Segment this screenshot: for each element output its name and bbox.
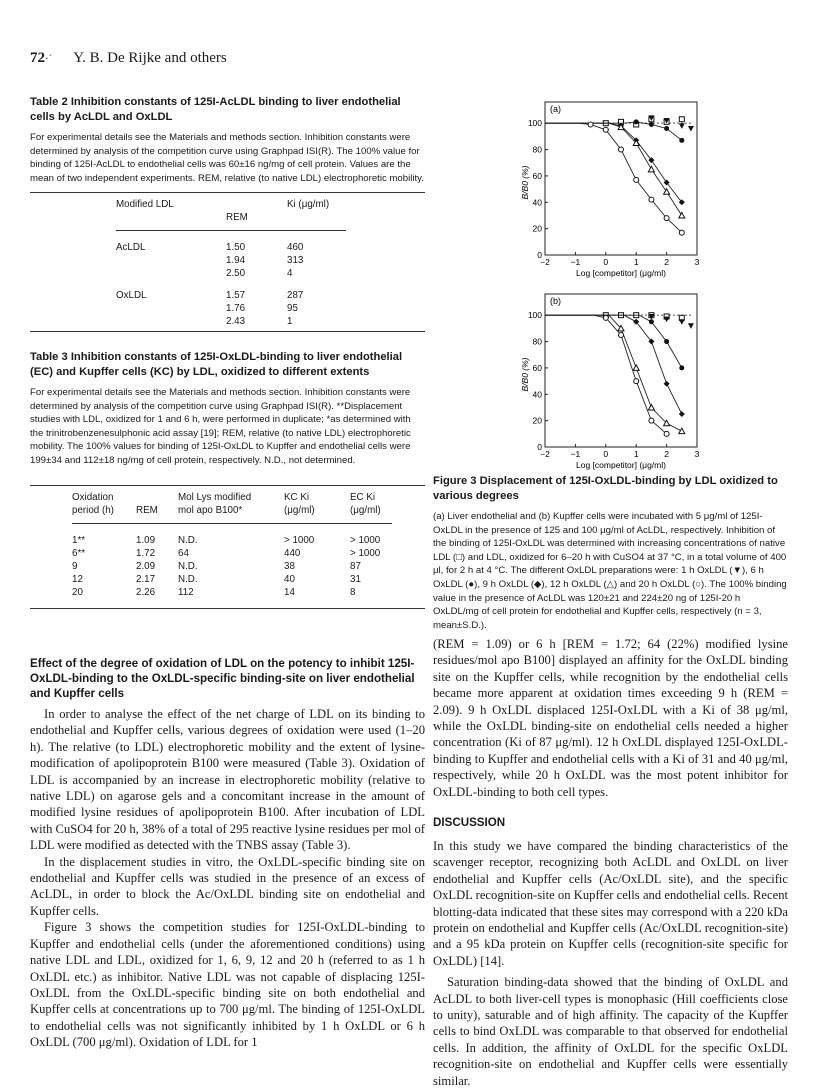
figure3-panel-b bbox=[520, 282, 720, 482]
figure3-note: (a) Liver endothelial and (b) Kupffer cells were incubated with 5 μg/ml of 125I-OxLDL in the presence of 125 and 100 μg/ml of AcLDL, respectively. Inhibition of the binding of 125I-OxLDL was determined with increasing concentrations of native LDL (□) and LDL, oxidized for 6–20 h with CuSO4 at 37 °C, in a total volume of 400 μl, for 2 h at 4 °C. The different OxLDL preparations were: 1 h OxLDL (▼), 6 h OxLDL (●), 9 h OxLDL (◆), 12 h OxLDL (△) and 20 h OxLDL (○). The 100% binding value in the presence of AcLDL was 120±21 and 224±20 ng of 125I-20 h OxLDL/mg of cell protein for endothelial and Kupffer cells, respectively (n = 3, mean±S.D.). bbox=[433, 511, 787, 631]
data-point bbox=[649, 418, 654, 423]
data-point bbox=[664, 126, 669, 131]
table2-top-rule bbox=[30, 192, 425, 193]
data-point bbox=[679, 123, 685, 129]
page-header: 72·´ Y. B. De Rijke and others bbox=[30, 50, 227, 66]
figure3-panel-a bbox=[520, 90, 720, 290]
data-point bbox=[688, 323, 694, 329]
data-point bbox=[634, 379, 639, 384]
table3-header-rule bbox=[72, 523, 392, 524]
table-row: AcLDL 1.50 460 bbox=[116, 242, 304, 253]
x-axis-label: Log [competitor] (μg/ml) bbox=[576, 460, 666, 470]
table2-bottom-rule bbox=[30, 331, 425, 332]
data-point bbox=[649, 122, 654, 127]
table3-header-lys: Mol Lys modified mol apo B100* bbox=[178, 492, 252, 516]
x-tick-label: 0 bbox=[603, 257, 609, 267]
fit-curve bbox=[545, 315, 682, 368]
table-row: OxLDL 1.57 287 bbox=[116, 290, 304, 301]
x-tick-label: 2 bbox=[664, 449, 669, 459]
x-axis-label: Log [competitor] (μg/ml) bbox=[576, 268, 666, 278]
x-tick-label: 1 bbox=[633, 449, 639, 459]
data-point bbox=[648, 404, 654, 410]
x-tick-label: −2 bbox=[540, 449, 550, 459]
data-point bbox=[679, 319, 685, 325]
table-row: 1** 1.09 N.D. > 1000 > 1000 bbox=[72, 535, 381, 546]
data-point bbox=[648, 166, 654, 172]
data-point bbox=[649, 197, 654, 202]
table3-header-rem: REM bbox=[136, 505, 158, 516]
running-authors: Y. B. De Rijke and others bbox=[73, 50, 227, 66]
paragraph: Saturation binding-data showed that the binding of OxLDL and AcLDL to both liver-cell types is monophasic (Hill coefficients close to unity), saturable and of high affinity. The capacity of the Kupffer cells to bind OxLDL was comparable to that observed for endothelial cells. In addition, the affinity of OxLDL for the specific OxLDL recognition-site on endothelial and Kupffer cells were essentially similar. bbox=[433, 975, 788, 1088]
y-tick-label: 80 bbox=[532, 144, 542, 155]
fit-curve bbox=[545, 123, 682, 215]
table2-header-rem: REM bbox=[226, 212, 248, 223]
paragraph: In the displacement studies in vitro, the OxLDL-specific binding site on endothelial and Kupffer cells was studied in the presence of an excess of AcLDL, in order to block the Ac/OxLDL binding site on endothelial and Kupffer cells. bbox=[30, 854, 425, 918]
y-axis-label: B/B0 (%) bbox=[520, 165, 530, 200]
data-point bbox=[634, 177, 639, 182]
paragraph: In order to analyse the effect of the net charge of LDL on its binding to endothelial and Kupffer cells, various degrees of oxidation were used (1–20 h). The relative (to LDL) electrophoretic mobility and the extent of lysine-modification of apolipoprotein B100 were measured (Table 3). Oxidation of LDL is accompanied by an increase in electrophoretic mobility (relative to native LDL) on agarose gels and a concomitant increase in the amount of modified lysine residues of apolipoprotein B100. After incubation of LDL with CuSO4 for 20 h, 38% of a total of 295 reactive lysine residues per mol of LDL were modified as detected with the TNBS assay (Table 3). bbox=[30, 707, 425, 853]
table2-body bbox=[116, 242, 303, 329]
data-point bbox=[679, 138, 684, 143]
y-tick-label: 40 bbox=[532, 389, 542, 400]
paragraph: In this study we have compared the binding characteristics of the scavenger receptor, recognizing both AcLDL and OxLDL on liver endothelial and Kupffer cells (Ac/OxLDL site), and the specific OxLDL recognition-site on Kupffer cells and endothelial cells. Recent blotting-data indicated that these sites may correspond with a 220 kDa protein on endothelial and Kupffer cells (Ac/OxLDL recognition-site) and a 95 kDa protein on Kupffer cells (recognition-site specific for OxLDL) [14]. bbox=[433, 839, 788, 968]
data-point bbox=[679, 212, 685, 218]
paragraph: Figure 3 shows the competition studies for 125I-OxLDL-binding to Kupffer and endothelial cells (under the aforementioned conditions) using native LDL and LDL, oxidized for 1, 6, 9, 12 and 20 h (referred to as 1 h OxLDL etc.) as inhibitor. Native LDL was not capable of displacing 125I-OxLDL from the OxLDL-specific binding site on both endothelial and Kupffer cells at concentrations up to 700 μg/ml. The binding of 125I-OxLDL to endothelial cells was not significantly inhibited by 1 h OxLDL or 6 h OxLDL (700 μg/ml). Oxidation of LDL for 1 bbox=[30, 920, 425, 1050]
data-point bbox=[679, 428, 685, 434]
fit-curve bbox=[545, 315, 682, 414]
y-tick-label: 0 bbox=[537, 250, 542, 260]
table2-note: For experimental details see the Materials and methods section. Inhibition constants were determined by analysis of the competition curve using Graphpad ISI(R). The 100% value for binding of 125I-AcLDL to endothelial cells was 60±16 ng/mg of cell protein. Values are the mean of two independent experiments. REM, relative (to native LDL) electrophoretic mobility. bbox=[30, 132, 424, 184]
y-axis-label: B/B0 (%) bbox=[520, 357, 530, 392]
y-tick-label: 60 bbox=[532, 362, 542, 373]
table-row: 20 2.26 112 14 8 bbox=[72, 587, 356, 598]
panel-label: (a) bbox=[550, 104, 561, 114]
table2-caption: Table 2 Inhibition constants of 125I-AcLDL binding to liver endothelial cells by AcLDL and OxLDL bbox=[30, 96, 401, 123]
table3-note: For experimental details see the Materials and methods section. Inhibition constants were determined by analysis of the competition curve using Graphpad ISI(R). **Displacement studies with LDL, oxidized for 1 and 6 h, were performed in duplicate; *as determined with the trinitrobenzenesulphonic acid assay [19]; REM, relative (to native LDL) electrophoretic mobility. The 100% values for binding of 125I-OxLDL to Kupffer and endothelial cells were 199±34 and 112±18 ng/mg of cell protein, respectively. N.D., not determined. bbox=[30, 387, 411, 466]
figure3-caption: Figure 3 Displacement of 125I-OxLDL-binding by LDL oxidized to various degrees bbox=[433, 475, 778, 502]
x-tick-label: −1 bbox=[570, 257, 581, 267]
table3-header-ec: EC Ki (μg/ml) bbox=[350, 492, 381, 516]
x-tick-label: 2 bbox=[664, 257, 669, 267]
table3-header-period: Oxidation period (h) bbox=[72, 492, 114, 516]
fit-curve bbox=[545, 123, 682, 202]
right-body-text bbox=[433, 636, 788, 800]
data-point bbox=[664, 431, 669, 436]
x-tick-label: −2 bbox=[540, 257, 550, 267]
y-tick-label: 100 bbox=[527, 118, 542, 129]
data-point bbox=[603, 127, 608, 132]
data-point bbox=[679, 365, 684, 370]
section-heading: Effect of the degree of oxidation of LDL on the potency to inhibit 125I-OxLDL-binding to the OxLDL-specific binding-site on liver endothelial and Kupffer cells bbox=[30, 657, 415, 700]
data-point bbox=[679, 117, 684, 122]
data-point bbox=[634, 119, 639, 124]
table-row: 2.50 4 bbox=[226, 268, 293, 279]
table2-header-ki: Ki (μg/ml) bbox=[287, 199, 330, 210]
y-tick-label: 100 bbox=[527, 310, 542, 321]
table-row: 9 2.09 N.D. 38 87 bbox=[72, 561, 361, 572]
data-point bbox=[679, 411, 685, 417]
data-point bbox=[619, 332, 624, 337]
table3-caption: Table 3 Inhibition constants of 125I-OxLDL-binding to liver endothelial (EC) and Kupffer cells (KC) by LDL, oxidized to different extents bbox=[30, 351, 403, 378]
y-tick-label: 40 bbox=[532, 197, 542, 208]
data-point bbox=[588, 122, 593, 127]
x-tick-label: −1 bbox=[570, 449, 581, 459]
x-tick-label: 1 bbox=[633, 257, 639, 267]
data-point bbox=[664, 189, 670, 195]
data-point bbox=[679, 230, 684, 235]
table-row: 12 2.17 N.D. 40 31 bbox=[72, 574, 361, 585]
left-body-text bbox=[30, 706, 425, 1051]
data-point bbox=[664, 339, 669, 344]
y-tick-label: 20 bbox=[532, 415, 542, 426]
data-point bbox=[619, 147, 624, 152]
paragraph: (REM = 1.09) or 6 h [REM = 1.72; 64 (22%) modified lysine residues/mol apo B100] displayed an affinity for the OxLDL binding site on the Kupffer cells, while recognition by the endothelial cells became more apparent at oxidation times exceeding 9 h (REM = 2.09). 9 h OxLDL displaced 125I-OxLDL with a Ki of 38 μg/ml, while the OxLDL binding-site on endothelial cells needed a higher concentration (Ki of 87 μg/ml). 12 h OxLDL displayed 125I-OxLDL-binding to Kupffer and endothelial cells with a Ki of 31 and 40 μg/ml, respectively, while 20 h OxLDL was the most potent inhibitor for OxLDL-binding to both cell types. bbox=[433, 637, 788, 799]
x-tick-label: 3 bbox=[694, 449, 700, 459]
table3-header-kc: KC Ki (μg/ml) bbox=[284, 492, 315, 516]
table2-header-rule bbox=[116, 230, 346, 231]
table-row: 2.43 1 bbox=[226, 316, 293, 327]
fit-curve bbox=[545, 315, 682, 431]
table-row: 6** 1.72 64 440 > 1000 bbox=[72, 548, 381, 559]
y-tick-label: 80 bbox=[532, 336, 542, 347]
y-tick-label: 0 bbox=[537, 442, 542, 452]
data-point bbox=[664, 216, 669, 221]
table-row: 1.76 95 bbox=[226, 303, 298, 314]
y-tick-label: 20 bbox=[532, 223, 542, 234]
fit-curve bbox=[545, 315, 667, 434]
fit-curve bbox=[545, 123, 682, 232]
data-point bbox=[633, 365, 639, 371]
panel-label: (b) bbox=[550, 296, 561, 306]
discussion-heading: DISCUSSION bbox=[433, 816, 506, 829]
table-row: 1.94 313 bbox=[226, 255, 304, 266]
data-point bbox=[664, 381, 670, 387]
table2-header-ldl: Modified LDL bbox=[116, 199, 174, 210]
data-point bbox=[649, 319, 654, 324]
y-tick-label: 60 bbox=[532, 170, 542, 181]
table3-top-rule bbox=[30, 485, 425, 486]
discussion-text bbox=[433, 838, 788, 1089]
table3-body bbox=[72, 535, 380, 600]
data-point bbox=[603, 315, 608, 320]
data-point bbox=[688, 126, 694, 132]
x-tick-label: 0 bbox=[603, 449, 609, 459]
table3-bottom-rule bbox=[30, 608, 425, 609]
page-number: 72 bbox=[30, 50, 45, 66]
x-tick-label: 3 bbox=[694, 257, 700, 267]
